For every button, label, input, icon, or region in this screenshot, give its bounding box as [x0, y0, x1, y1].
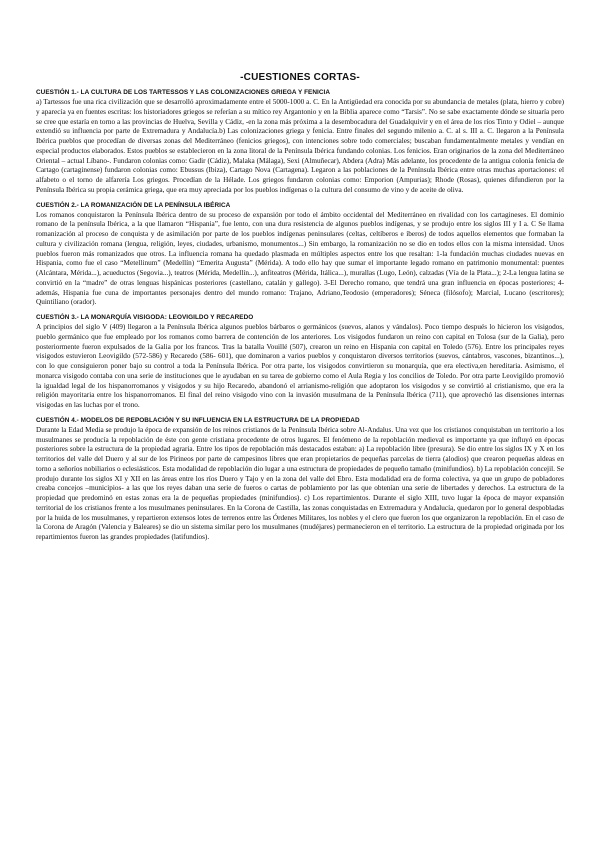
section-paragraph: Durante la Edad Media se produjo la época de expansión de los reinos cristianos de la Península Ibérica sobre Al-Andalus. Una vez que los cristianos conquistaban un territorio a los musulmanes se producía la repoblación de éste con gente cristiana procedente de otros lugares. El fenómeno de la repoblación medieval es importante ya que influyó en épocas posteriores sobre la estructura de la propiedad agraria. Entre los tipos de repoblación más destacados estaban: a) La repoblación libre (presura). Se dio entre los siglos IX y X en los territorios del valle del Duero y al sur de los Pirineos por parte de campesinos libres que eran propietarios de pequeñas parcelas de tierra (alodios) que crearon pequeñas aldeas en torno a señoríos nobiliarios o eclesiásticos. Esta modalidad de repoblación dio lugar a una estructura de propiedades de pequeño tamaño (minifundios). b) La repoblación concejil. Se produjo durante los siglos XI y XII en las áreas entre los ríos Duero y Tajo y en la zona del valle del Ebro. Esta modalidad era de forma colectiva, ya que un grupo de pobladores creaba concejos –municipios- a las que los reyes daban una serie de fueros o cartas de poblamiento por las que obtenían una serie de libertades y derechos. La estructura de la propiedad que predominó en estas zonas era la de pequeñas propiedades (minifundios). c) Los repartimientos. Durante el siglo XIII, tuvo lugar la época de mayor expansión territorial de los cristianos frente a los musulmanes peninsulares. En la Corona de Castilla, las zonas conquistadas en Extremadura y Andalucía, quedaron por lo general despobladas por la huida de los musulmanes, y repartieron extensos lotes de terrenos entre las Órdenes Militares, los nobles y el clero que fueron los que organizaron la repoblación. En el caso de la Corona de Aragón (Valencia y Baleares) se dio un sistema similar pero los musulmanes (mudéjares) permanecieron en el territorio. La estructura de la propiedad originada por los repartimientos fueron las grandes propiedades (latifundios). — [36, 425, 564, 541]
section-4 — [36, 417, 564, 543]
section-paragraph: a) Tartessos fue una rica civilización que se desarrolló aproximadamente entre el 5000-1000 a. C. En la Antigüedad era conocida por su abundancia de metales (plata, hierro y cobre) y aparecía ya en fuentes escritas: los historiadores griegos se referían a su mítico rey Argantonio y en la Biblia aparece como “Tarsis”. No se sabe exactamente dónde se situaría pero se cree que estaría en torno a las provincias de Huelva, Sevilla y Cádiz, -en la zona más próxima a la desembocadura del Guadalquivir y en el área de los ríos Tinto y Odiel – aunque extendió su influencia por parte de Extremadura y Andalucía.b) Las colonizaciones griega y fenicia. Entre finales del segundo milenio a. C. al s. III a. C. llegaron a la Península Ibérica pueblos que procedían de diversas zonas del Mediterráneo (fenicios griegos), con intenciones sobre todo comerciales; buscaban fundamentalmente metales y vendían en especial productos elaborados. Estos pueblos se establecieron en la zona litoral de la Península Ibérica fundando colonias. Los fenicios. Eran originarios de la zona del Mediterráneo Oriental – actual Líbano-. Fundaron colonias como: Gadir (Cádiz), Malaka (Málaga), Sexi (Almuñecar), Abdera (Adra) Más adelante, los procedente de la antigua colonia fenicia de Cartago (cartaginense) fundaron colonias como: Ebussus (Ibiza), Cartago Nova (Cartagena). Legaron a las poblaciones de la Península Ibérica entre otras muchas aportaciones: el alfabeto o el torno de alfarería Los griegos. Procedían de la Hélade. Los griegos fundaron colonias como: Emporion (Ampurias); Rhode (Rosas), quienes difundieron por la Península Ibérica su propia cerámica griega, que era muy apreciada por los pueblos indígenas o la cultura del consumo de vino y de aceite de oliva. — [36, 98, 564, 194]
section-1 — [36, 89, 564, 196]
section-heading: CUESTIÓN 3.- LA MONARQUÍA VISIGODA: LEOVIGILDO Y RECAREDO — [36, 314, 254, 321]
section-paragraph: Los romanos conquistaron la Península Ibérica dentro de su proceso de expansión por todo el ámbito occidental del Mediterráneo en rivalidad con los cartagineses. El dominio romano de la península Ibérica, a la que llamaron “Hispania”, fue lento, con una dura resistencia de algunos pueblos indígenas, y se produjo entre los siglos III y I a. C Se llama romanización al proceso de conquista y de asimilación por parte de los pueblos indígenas peninsulares (celtas, celtíberos e íberos) de todos aquellos elementos que formaban la cultura y civilización romana (lengua, religión, leyes, ciudades, urbanismo, monumentos...) Sin embargo, la romanización no se dio en todos ellos con la misma intensidad. Unos pueblos fueron más romanizados que otros. La influencia romana ha quedado plasmada en múltiples aspectos entre los que resaltan: 1-la fundación muchas ciudades nuevas en Hispania, como fue el caso “Metellinum” (Medellín) “Emerita Augusta” (Mérida). A todo ello hay que sumar el importante legado romano en patrimonio monumental: puentes (Alcántara, Mérida...), acueductos (Segovia...), teatros (Mérida, Medellín...), anfiteatros (Mérida, Itálica...), murallas (Lugo, León), calzadas (Vía de la Plata...); 2-La lengua latina se convirtió en la “madre” de otras lenguas hispánicas posteriores (castellano, catalán y gallego). 3-El Derecho romano, que tendrá una gran influencia en épocas posteriores; 4- además, Hispania fue cuna de importantes personajes dentro del mundo romano: Trajano, Adriano,Teodosio (emperadores); Séneca (filósofo); Marcial, Lucano (escritores); Quintiliano (orador). — [36, 210, 564, 307]
section-heading: CUESTIÓN 4.- MODELOS DE REPOBLACIÓN Y SU INFLUENCIA EN LA ESTRUCTURA DE LA PROPIEDAD — [36, 416, 360, 424]
section-paragraph: A principios del siglo V (409) llegaron a la Península Ibérica algunos pueblos bárbaros o germánicos (suevos, alanos y vándalos). Poco tiempo después lo hicieron los visigodos, pueblo germánico que fue empleado por los romanos como barrera de contención de los anteriores. Los visigodos fundaron un reino con capital en Tolosa (sur de la Galia), pero posteriormente fueron expulsados de la Galia por los francos. Tras la batalla Vouillé (507), crearon un reino en Hispania con capital en Toledo (576). Entre los principales reyes visigodos estuvieron Leovigildo (572-586) y Recaredo (586- 601), que dominaron a varios pueblos y conquistaron diversos territorios (suevos, cántabros, vascones, bizantinos...), con lo que consiguieron poner bajo su control a toda la Península Ibérica. Por otra parte, los visigodos convirtieron su monarquía, que era electiva,en hereditaria. Asimismo, el monarca visigodo contaba con una serie de instituciones que le ayudaban en su tarea de gobierno como el Aula Regia y los concilios de Toledo. Por otra parte Leovigildo promovió la igualdad legal de los hispanorromanos y visigodos y su hijo Recaredo, abandonó el arrianismo-religión que adoptaron los visigodos y se convirtió al cristianismo, que era la religión mayoritaria entre los hispanorromanos. El final del reino visigodo vino con la invasión musulmana de la Península Ibérica (711), que aprovechó las disensiones internas visigodas en las luchas por el trono. — [36, 323, 564, 409]
page-title: -CUESTIONES CORTAS- — [240, 72, 360, 83]
section-heading: CUESTIÓN 2.- LA ROMANIZACIÓN DE LA PENÍNSULA IBÉRICA — [36, 201, 231, 209]
section-2 — [36, 202, 564, 309]
section-3 — [36, 314, 564, 411]
section-heading: CUESTIÓN 1.- LA CULTURA DE LOS TARTESSOS Y LAS COLONIZACIONES GRIEGA Y FENICIA — [36, 89, 330, 96]
